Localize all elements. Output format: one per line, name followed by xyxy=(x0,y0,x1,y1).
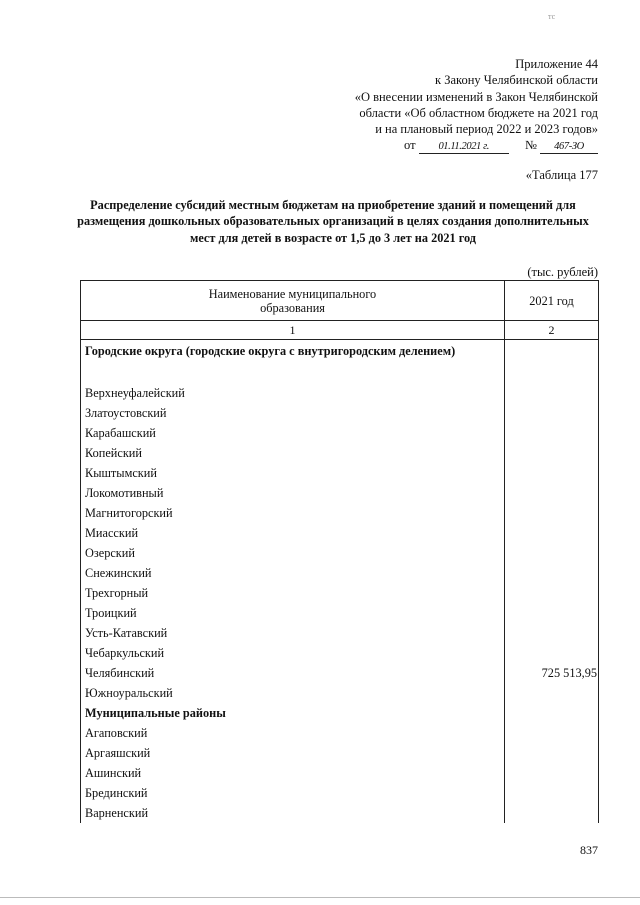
law-reference-line xyxy=(278,137,598,154)
units-label: (тыс. рублей) xyxy=(527,265,598,279)
table-reference: «Таблица 177 xyxy=(525,168,598,182)
table-row xyxy=(81,523,599,543)
page-number: 837 xyxy=(580,843,598,857)
table-row xyxy=(81,763,599,783)
order-from-label: от xyxy=(404,138,416,153)
subsidy-value-cell xyxy=(505,483,599,503)
column-header-year: 2021 год xyxy=(505,281,599,321)
subsidy-value-cell xyxy=(505,403,599,423)
subsidy-value-cell xyxy=(505,643,599,663)
header-line: и на плановый период 2022 и 2023 годов» xyxy=(375,122,598,137)
subsidy-value-cell xyxy=(505,763,599,783)
municipality-name-cell: Карабашский xyxy=(81,423,505,443)
table-row xyxy=(81,503,599,523)
subsidy-value-cell xyxy=(505,423,599,443)
municipality-name-cell: Златоустовский xyxy=(81,403,505,423)
table-row xyxy=(81,603,599,623)
municipality-name-cell: Варненский xyxy=(81,803,505,823)
municipality-name-cell: Ашинский xyxy=(81,763,505,783)
subsidy-value-cell xyxy=(505,383,599,403)
table-row xyxy=(81,623,599,643)
municipality-name-cell: Агаповский xyxy=(81,723,505,743)
municipality-name-cell: Усть-Катавский xyxy=(81,623,505,643)
table-group-row xyxy=(81,703,599,723)
subsidy-value-cell xyxy=(505,563,599,583)
municipality-name-cell: Магнитогорский xyxy=(81,503,505,523)
municipality-name-cell: Озерский xyxy=(81,543,505,563)
municipality-name-cell: Троицкий xyxy=(81,603,505,623)
subsidy-value-cell xyxy=(505,623,599,643)
municipality-name-cell: Трехгорный xyxy=(81,583,505,603)
table-row xyxy=(81,803,599,823)
table-row xyxy=(81,443,599,463)
column-number-row xyxy=(81,321,599,340)
order-number-label: № xyxy=(524,138,537,153)
municipality-name-cell: Аргаяшский xyxy=(81,743,505,763)
subsidy-value-cell xyxy=(505,503,599,523)
table-row xyxy=(81,383,599,403)
subsidy-value-cell xyxy=(505,783,599,803)
subsidy-value-cell xyxy=(505,340,599,384)
municipality-name-cell: Снежинский xyxy=(81,563,505,583)
subsidy-value-cell xyxy=(505,603,599,623)
subsidy-value-cell xyxy=(505,743,599,763)
table-row xyxy=(81,583,599,603)
table-row xyxy=(81,403,599,423)
footer-rule xyxy=(0,897,640,898)
column-number: 2 xyxy=(505,321,599,340)
municipality-name-cell: Чебаркульский xyxy=(81,643,505,663)
table-row xyxy=(81,663,599,683)
table-row xyxy=(81,723,599,743)
municipality-name-cell: Локомотивный xyxy=(81,483,505,503)
table-row xyxy=(81,783,599,803)
table-row xyxy=(81,423,599,443)
appendix-header xyxy=(278,56,598,154)
table-row xyxy=(81,643,599,663)
subsidy-value-cell xyxy=(505,523,599,543)
table-row xyxy=(81,463,599,483)
header-line: Приложение 44 xyxy=(515,57,598,71)
subsidy-value-cell xyxy=(505,683,599,703)
column-number: 1 xyxy=(81,321,505,340)
municipality-name-cell: Верхнеуфалейский xyxy=(81,383,505,403)
table-row xyxy=(81,743,599,763)
column-header-name: Наименование муниципального образования xyxy=(81,281,505,321)
municipality-name-cell: Южноуральский xyxy=(81,683,505,703)
subsidy-value-cell xyxy=(505,463,599,483)
group-name-cell: Муниципальные районы xyxy=(81,703,505,723)
group-name-cell: Городские округа (городские округа с внутригородским делением) xyxy=(81,340,505,384)
subsidy-table xyxy=(80,280,599,823)
table-row xyxy=(81,483,599,503)
municipality-name-cell: Кыштымский xyxy=(81,463,505,483)
municipality-name-cell: Челябинский xyxy=(81,663,505,683)
table-row xyxy=(81,683,599,703)
municipality-name-cell: Копейский xyxy=(81,443,505,463)
header-line: «О внесении изменений в Закон Челябинской xyxy=(354,89,598,104)
document-title: Распределение субсидий местным бюджетам на приобретение зданий и помещений для размещения дошкольных образовательных организаций в целях создания дополнительных мест для детей в возрасте от 1,5 до 3 лет на 2021 год xyxy=(77,198,589,245)
order-number: 467-ЗО xyxy=(540,140,598,154)
municipality-name-cell: Миасский xyxy=(81,523,505,543)
subsidy-value-cell: 725 513,95 xyxy=(505,663,599,683)
header-line: к Закону Челябинской области xyxy=(435,73,598,88)
page-corner-mark: тс xyxy=(548,12,556,21)
subsidy-value-cell xyxy=(505,803,599,823)
subsidy-value-cell xyxy=(505,443,599,463)
subsidy-value-cell xyxy=(505,543,599,563)
table-body xyxy=(81,340,599,824)
table-row xyxy=(81,543,599,563)
municipality-name-cell: Брединский xyxy=(81,783,505,803)
order-date: 01.11.2021 г. xyxy=(419,140,509,154)
subsidy-value-cell xyxy=(505,583,599,603)
subsidy-value-cell xyxy=(505,723,599,743)
table-row xyxy=(81,563,599,583)
table-group-row xyxy=(81,340,599,384)
table-header-row xyxy=(81,281,599,321)
header-line: области «Об областном бюджете на 2021 год xyxy=(359,105,598,120)
subsidy-value-cell xyxy=(505,703,599,723)
